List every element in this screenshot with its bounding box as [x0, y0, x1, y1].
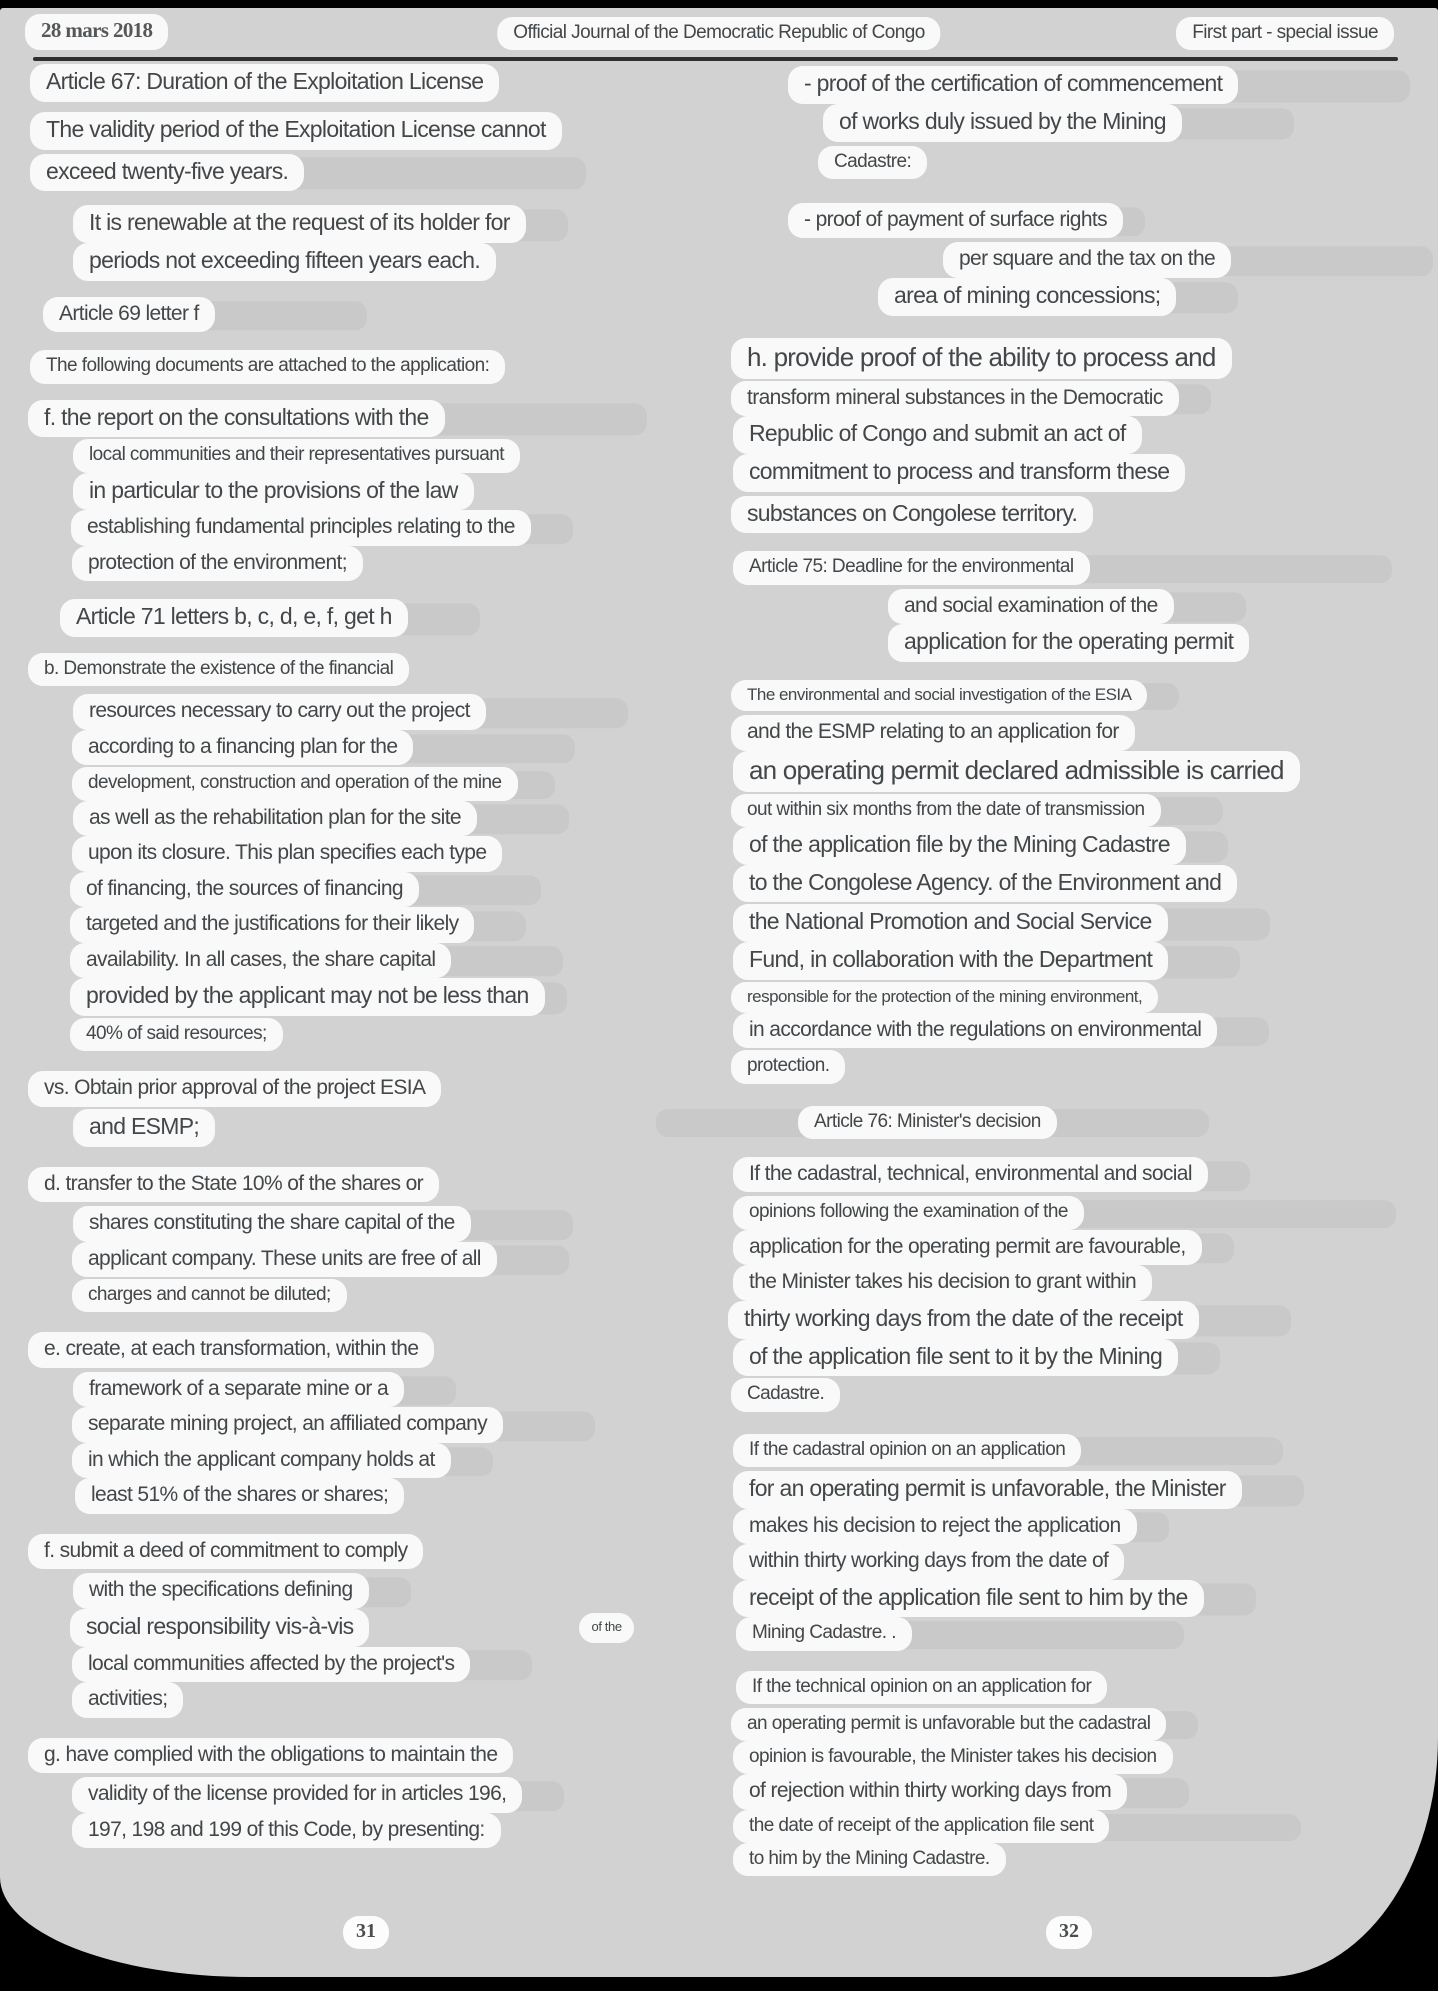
text-line: application for the operating permit [888, 624, 1249, 662]
text-line: charges and cannot be diluted; [72, 1279, 347, 1312]
text-line: of works duly issued by the Mining [823, 104, 1182, 142]
text-line: of the application file sent to it by the Mining [733, 1339, 1178, 1377]
text-line: opinions following the examination of the [733, 1196, 1084, 1229]
text-line: f. submit a deed of commitment to comply [28, 1534, 423, 1570]
text-line: Article 69 letter f [43, 297, 215, 333]
header-date: 28 mars 2018 [25, 14, 168, 50]
text-line: of financing, the sources of financing [70, 872, 419, 908]
text-line: resources necessary to carry out the project [73, 694, 486, 730]
text-line: If the technical opinion on an application for [736, 1671, 1107, 1704]
text-line: The validity period of the Exploitation License cannot [30, 112, 562, 150]
text-line: The following documents are attached to the application: [30, 350, 505, 383]
page-number-right: 32 [1046, 1916, 1092, 1949]
text-line: with the specifications defining [73, 1573, 369, 1609]
text-line: provided by the applicant may not be less than [70, 978, 545, 1016]
text-line: within thirty working days from the date of [733, 1544, 1124, 1580]
text-line: area of mining concessions; [878, 278, 1176, 316]
text-line: the Minister takes his decision to grant within [733, 1265, 1152, 1301]
text-line: exceed twenty-five years. [30, 154, 304, 192]
text-line: targeted and the justifications for their likely [70, 907, 474, 943]
text-line: Article 67: Duration of the Exploitation License [30, 64, 499, 102]
text-line: upon its closure. This plan specifies each type [72, 836, 502, 872]
text-line: periods not exceeding fifteen years each. [73, 243, 496, 281]
text-line: the National Promotion and Social Service [733, 904, 1168, 942]
text-line: substances on Congolese territory. [731, 496, 1093, 534]
text-line: e. create, at each transformation, within the [28, 1332, 434, 1368]
text-line: It is renewable at the request of its holder for [73, 205, 526, 243]
text-line: least 51% of the shares or shares; [75, 1478, 404, 1514]
text-line: for an operating permit is unfavorable, the Minister [733, 1471, 1242, 1509]
text-line: out within six months from the date of transmission [731, 794, 1161, 827]
text-line: applicant company. These units are free of all [72, 1242, 497, 1278]
issue-label: First part - special issue [1176, 17, 1394, 50]
text-line: separate mining project, an affiliated company [72, 1407, 503, 1443]
text-line: protection. [731, 1050, 845, 1083]
text-line: Article 76: Minister's decision [798, 1106, 1057, 1139]
text-line: local communities and their representatives pursuant [73, 439, 520, 472]
text-line: of rejection within thirty working days from [733, 1774, 1127, 1810]
text-line: shares constituting the share capital of the [73, 1206, 471, 1242]
text-line: If the cadastral, technical, environmental and social [733, 1157, 1208, 1193]
text-line: an operating permit declared admissible is carried [733, 751, 1300, 792]
text-line: activities; [72, 1682, 183, 1718]
text-line: according to a financing plan for the [72, 730, 413, 766]
text-line: in which the applicant company holds at [72, 1443, 451, 1479]
text-line: h. provide proof of the ability to process and [731, 338, 1232, 379]
text-line: local communities affected by the project's [72, 1647, 470, 1683]
text-line: Fund, in collaboration with the Department [733, 942, 1168, 980]
text-line: establishing fundamental principles relating to the [71, 510, 531, 546]
text-line: responsible for the protection of the mining environment, [731, 982, 1158, 1013]
text-line: Cadastre: [818, 146, 927, 179]
text-line: validity of the license provided for in articles 196, [72, 1777, 522, 1813]
text-line: in particular to the provisions of the law [73, 473, 474, 511]
journal-title: Official Journal of the Democratic Republic of Congo [497, 17, 940, 50]
text-line: b. Demonstrate the existence of the financial [28, 653, 409, 686]
right-column [728, 66, 1434, 1876]
text-line: - proof of payment of surface rights [788, 203, 1123, 239]
text-line: 197, 198 and 199 of this Code, by presenting: [72, 1813, 501, 1849]
text-fragment: of the [579, 1613, 633, 1643]
text-line: Cadastre. [731, 1378, 840, 1411]
text-line: per square and the tax on the [943, 242, 1231, 278]
text-line: protection of the environment; [72, 546, 363, 582]
text-line: commitment to process and transform these [733, 454, 1185, 492]
text-line: - proof of the certification of commencement [788, 66, 1238, 104]
text-line: g. have complied with the obligations to maintain the [28, 1738, 513, 1774]
header-rule [33, 57, 1398, 61]
text-line: Mining Cadastre. . [736, 1617, 912, 1650]
text-line: The environmental and social investigation of the ESIA [731, 680, 1147, 711]
text-line: Republic of Congo and submit an act of [733, 416, 1142, 454]
text-line: 40% of said resources; [70, 1018, 283, 1051]
text-line: of the application file by the Mining Cadastre [733, 827, 1186, 865]
left-column [25, 64, 720, 1848]
text-line: transform mineral substances in the Democratic [731, 381, 1179, 417]
text-line: Article 71 letters b, c, d, e, f, get h [60, 599, 408, 637]
text-line: an operating permit is unfavorable but the cadastral [731, 1708, 1166, 1741]
text-line: in accordance with the regulations on environmental [733, 1013, 1217, 1049]
text-line: social responsibility vis-à-vis [70, 1609, 369, 1647]
journal-page [0, 8, 1438, 1977]
text-line: availability. In all cases, the share capital [70, 943, 451, 979]
text-line: If the cadastral opinion on an application [733, 1434, 1081, 1467]
text-line: to the Congolese Agency. of the Environment and [733, 865, 1237, 903]
text-line: and ESMP; [73, 1109, 215, 1147]
page-number-left: 31 [343, 1916, 389, 1949]
text-line: development, construction and operation of the mine [72, 767, 518, 800]
text-line: makes his decision to reject the application [733, 1509, 1137, 1545]
text-line: receipt of the application file sent to him by the [733, 1580, 1204, 1618]
text-line: and social examination of the [888, 589, 1174, 625]
text-line: f. the report on the consultations with the [28, 400, 445, 438]
text-line: d. transfer to the State 10% of the shares or [28, 1167, 439, 1203]
text-line: application for the operating permit are favourable, [733, 1230, 1202, 1266]
text-line: thirty working days from the date of the receipt [728, 1301, 1199, 1339]
text-line: vs. Obtain prior approval of the project ESIA [28, 1071, 441, 1107]
text-line: opinion is favourable, the Minister takes his decision [733, 1741, 1173, 1774]
text-line: the date of receipt of the application file sent [733, 1810, 1109, 1843]
text-line: framework of a separate mine or a [73, 1372, 404, 1408]
text-line: and the ESMP relating to an application for [731, 715, 1135, 751]
text-line: Article 75: Deadline for the environmental [733, 551, 1090, 584]
text-line: to him by the Mining Cadastre. [733, 1843, 1006, 1876]
text-line: as well as the rehabilitation plan for the site [73, 801, 477, 837]
